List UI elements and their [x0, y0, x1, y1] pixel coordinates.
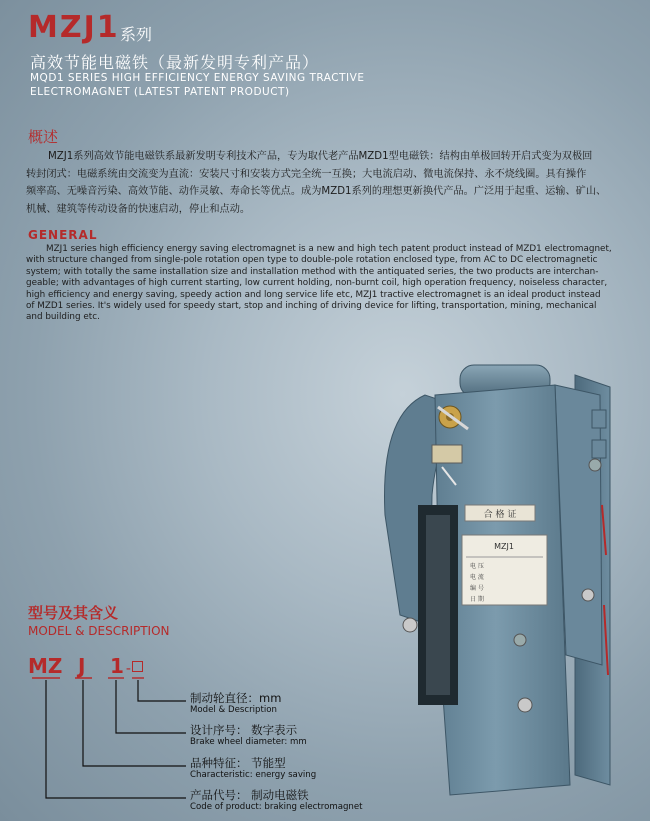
general-heading: GENERAL: [28, 228, 98, 242]
model-heading-en: MODEL & DESCRIPTION: [28, 624, 170, 638]
nameplate-line: 编 号: [470, 585, 484, 592]
general-line: MZJ1 series high efficiency energy saving electromagnet is a new and high tech patent product instead of MZD1 electromagnet,: [46, 244, 612, 254]
overview-paragraph: [26, 148, 626, 218]
leader-line-design: [116, 680, 186, 733]
code-placeholder-box: [132, 661, 143, 672]
overview-line: MZJ1系列高效节能电磁铁系最新发明专利技术产品，专为取代老产品MZD1型电磁铁：结构由单极回转开启式变为双极回: [48, 151, 593, 162]
title-english-line-1: MQD1 SERIES HIGH EFFICIENCY ENERGY SAVING TRACTIVE: [30, 72, 365, 84]
general-line: system; with totally the same installation size and installation method with the antiquated series, the two products are interchan-: [26, 266, 599, 277]
nameplate-line: 电 压: [470, 563, 484, 570]
electromagnet-product-image: [370, 355, 640, 815]
overview-line: 转封闭式：电磁系统由交流变为直流：安装尺寸和安装方式完全统一互换；大电流启动、微电流保持、永不烧线圈。具有操作: [26, 168, 587, 180]
general-line: geable; with advantages of high current starting, low current holding, non-burnt coil, high operation frequency, noiseless character,: [26, 278, 608, 289]
title-chinese: 高效节能电磁铁（最新发明专利产品）: [30, 53, 320, 72]
nameplate-model: MZJ1: [494, 542, 514, 551]
general-line: and building etc.: [26, 312, 100, 323]
code-one: [110, 654, 143, 678]
series-suffix: 系列: [120, 25, 153, 44]
overview-heading: 概述: [28, 128, 59, 146]
code-dash: -: [125, 661, 131, 677]
general-line: of MZD1 series. It's widely used for speedy start, stop and inching of driving device for lifting, transportation, mining, mechanical: [26, 301, 597, 312]
label-diameter-cn: 制动轮直径：mm: [190, 691, 282, 705]
label-code-cn: 产品代号： 制动电磁铁: [190, 788, 309, 802]
nameplate-line: 日 期: [470, 596, 484, 603]
overview-line: 频率高、无噪音污染、高效节能、动作灵敏、寿命长等优点。成为MZD1系列的理想更新换代产品。广泛用于起重、运输、矿山、: [26, 186, 607, 197]
product-model-title: MZJ1: [28, 10, 120, 45]
overview-line: 机械、建筑等传动设备的快速启动，停止和点动。: [26, 203, 251, 215]
title-english-line-2: ELECTROMAGNET (LATEST PATENT PRODUCT): [30, 86, 290, 98]
leader-line-diameter: [138, 680, 186, 701]
general-line: high efficiency and energy saving, speedy action and long service life etc, MZJ1 tractive electromagnet is an ideal product instead: [26, 289, 601, 300]
general-paragraph: [26, 244, 631, 324]
label-characteristic-cn: 品种特征： 节能型: [190, 756, 286, 770]
label-diameter-en: Model & Description: [190, 705, 277, 715]
general-line: with structure changed from single-pole rotation open type to double-pole rotation enclosed type, from AC to DC electromagnetic: [26, 255, 598, 266]
code-j: J: [78, 654, 86, 678]
leader-line-characteristic: [83, 680, 186, 766]
label-design-cn: 设计序号： 数字表示: [190, 723, 298, 737]
label-code-en: Code of product: braking electromagnet: [190, 802, 363, 812]
code-mz: MZ: [28, 654, 63, 678]
label-characteristic-en: Characteristic: energy saving: [190, 770, 317, 780]
nameplate-title: 合 格 证: [483, 510, 517, 520]
code-one-digit: 1: [110, 654, 124, 678]
nameplate-line: 电 流: [470, 574, 484, 581]
leader-line-code: [46, 680, 186, 798]
model-heading-cn: 型号及其含义: [28, 604, 119, 622]
label-design-en: Brake wheel diameter: mm: [190, 737, 307, 747]
